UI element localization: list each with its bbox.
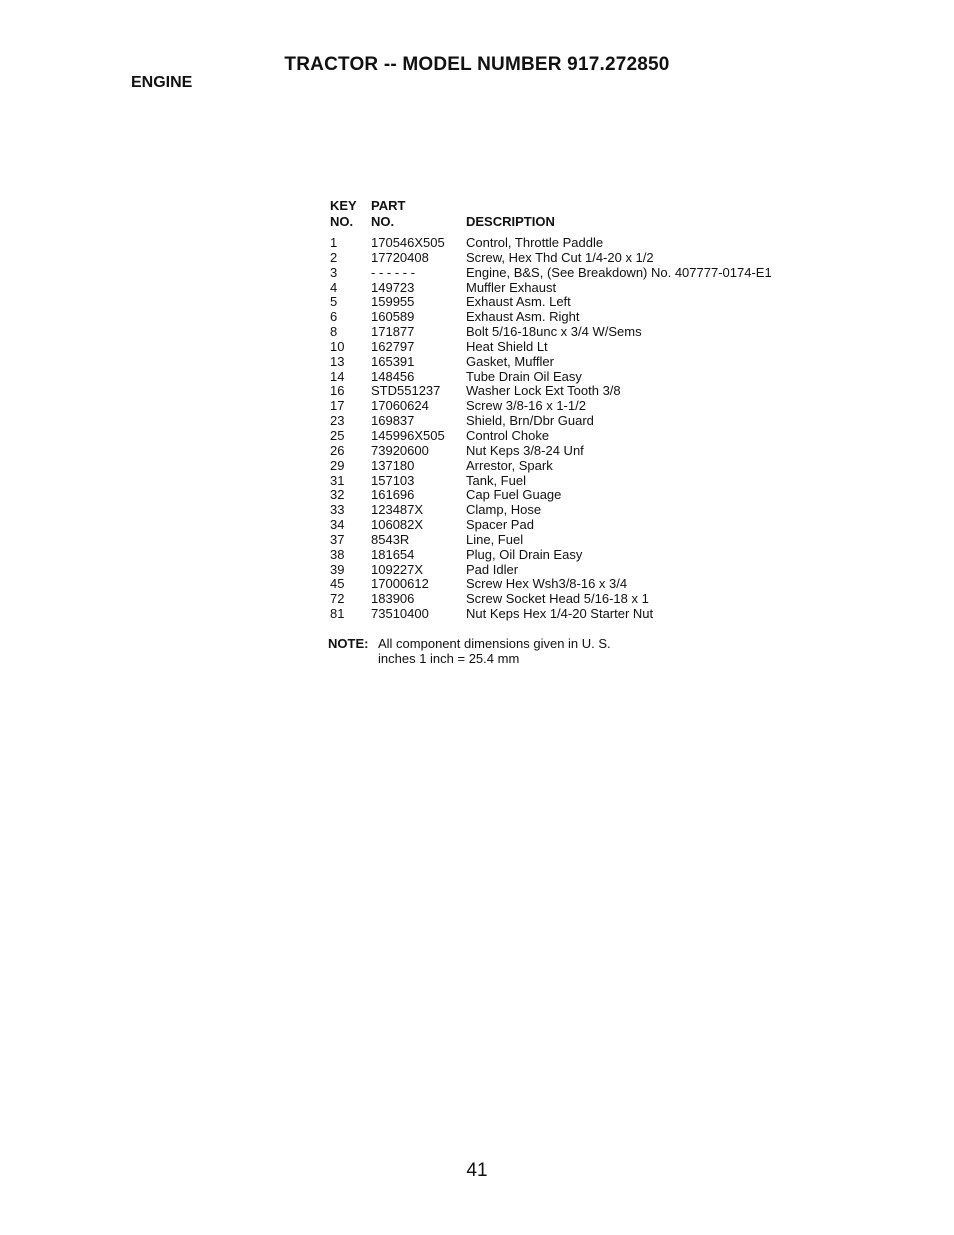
description-cell: Heat Shield Lt bbox=[466, 338, 548, 354]
description-cell: Control Choke bbox=[466, 427, 550, 443]
table-row bbox=[330, 325, 806, 340]
key-no-cell: 45 bbox=[330, 576, 345, 592]
description-cell: Shield, Brn/Dbr Guard bbox=[466, 413, 594, 429]
key-no-cell: 25 bbox=[330, 427, 345, 443]
table-row bbox=[330, 503, 806, 518]
section-title: ENGINE bbox=[131, 74, 193, 91]
description-cell: Exhaust Asm. Left bbox=[466, 294, 571, 310]
table-row bbox=[330, 444, 806, 459]
key-no-cell: 72 bbox=[330, 591, 345, 607]
description-cell: Bolt 5/16-18unc x 3/4 W/Sems bbox=[466, 324, 642, 340]
key-no-cell: 8 bbox=[330, 324, 338, 340]
header-desc-spacer bbox=[466, 198, 806, 214]
part-no-cell: 181654 bbox=[371, 546, 415, 562]
key-no-cell: 10 bbox=[330, 338, 345, 354]
part-no-cell: 171877 bbox=[371, 324, 415, 340]
table-row bbox=[330, 548, 806, 563]
key-no-cell: 32 bbox=[330, 487, 345, 503]
part-no-cell: 17060624 bbox=[371, 398, 429, 414]
table-row bbox=[330, 236, 806, 251]
part-no-cell: 159955 bbox=[371, 294, 415, 310]
part-no-cell: 162797 bbox=[371, 338, 415, 354]
part-no-cell: 183906 bbox=[371, 591, 415, 607]
page-title: TRACTOR -- MODEL NUMBER 917.272850 bbox=[284, 54, 670, 75]
key-no-cell: 14 bbox=[330, 368, 345, 384]
description-cell: Arrestor, Spark bbox=[466, 457, 553, 473]
description-cell: Tube Drain Oil Easy bbox=[466, 368, 582, 384]
key-no-cell: 39 bbox=[330, 561, 345, 577]
part-no-cell: STD551237 bbox=[371, 383, 441, 399]
header-part-line1: PART bbox=[371, 198, 406, 213]
part-no-cell: 123487X bbox=[371, 502, 424, 518]
key-no-cell: 31 bbox=[330, 472, 345, 488]
note-line1-row bbox=[328, 636, 611, 651]
part-no-cell: 160589 bbox=[371, 309, 415, 325]
description-cell: Muffler Exhaust bbox=[466, 279, 557, 295]
table-row bbox=[330, 355, 806, 370]
table-row bbox=[330, 384, 806, 399]
note-line2: inches 1 inch = 25.4 mm bbox=[378, 651, 520, 666]
table-row bbox=[330, 592, 806, 607]
table-row bbox=[330, 563, 806, 578]
description-cell: Screw Hex Wsh3/8-16 x 3/4 bbox=[466, 576, 628, 592]
table-row bbox=[330, 577, 806, 592]
description-cell: Screw Socket Head 5/16-18 x 1 bbox=[466, 591, 649, 607]
key-no-cell: 38 bbox=[330, 546, 345, 562]
description-cell: Washer Lock Ext Tooth 3/8 bbox=[466, 383, 621, 399]
part-no-cell: 148456 bbox=[371, 368, 415, 384]
description-cell: Engine, B&S, (See Breakdown) No. 407777-0174-E1 bbox=[466, 264, 772, 280]
table-row bbox=[330, 399, 806, 414]
key-no-cell: 13 bbox=[330, 353, 345, 369]
note-label: NOTE: bbox=[328, 636, 369, 651]
key-no-cell: 23 bbox=[330, 413, 345, 429]
part-no-cell: 106082X bbox=[371, 517, 424, 533]
key-no-cell: 17 bbox=[330, 398, 345, 414]
table-row bbox=[330, 429, 806, 444]
parts-table-header bbox=[330, 198, 806, 236]
description-cell: Line, Fuel bbox=[466, 531, 524, 547]
table-row bbox=[330, 310, 806, 325]
table-row bbox=[330, 518, 806, 533]
part-no-cell: 8543R bbox=[371, 531, 410, 547]
parts-table-body bbox=[330, 236, 806, 622]
key-no-cell: 1 bbox=[330, 235, 338, 250]
header-part-line2: NO. bbox=[371, 214, 395, 229]
header-key-line2: NO. bbox=[330, 214, 354, 229]
part-no-cell: 17000612 bbox=[371, 576, 429, 592]
table-row bbox=[330, 459, 806, 474]
note-line1: All component dimensions given in U. S. bbox=[378, 636, 611, 651]
description-cell: Nut Keps Hex 1/4-20 Starter Nut bbox=[466, 606, 654, 622]
key-no-cell: 2 bbox=[330, 249, 338, 265]
part-no-cell: 73510400 bbox=[371, 606, 429, 622]
description-cell: Gasket, Muffler bbox=[466, 353, 554, 369]
key-no-cell: 37 bbox=[330, 531, 345, 547]
part-no-cell: 149723 bbox=[371, 279, 415, 295]
note bbox=[328, 636, 611, 666]
description-cell: Clamp, Hose bbox=[466, 502, 542, 518]
key-no-cell: 4 bbox=[330, 279, 338, 295]
description-cell: Pad Idler bbox=[466, 561, 519, 577]
part-no-cell: 109227X bbox=[371, 561, 424, 577]
page-number: 41 bbox=[466, 1160, 488, 1181]
part-no-cell: 169837 bbox=[371, 413, 415, 429]
part-no-cell: 165391 bbox=[371, 353, 415, 369]
header-row-1 bbox=[330, 198, 806, 214]
key-no-cell: 29 bbox=[330, 457, 345, 473]
part-no-cell: 137180 bbox=[371, 457, 415, 473]
table-row bbox=[330, 488, 806, 503]
table-row bbox=[330, 281, 806, 296]
part-no-cell: 157103 bbox=[371, 472, 415, 488]
key-no-cell: 26 bbox=[330, 442, 345, 458]
part-no-cell: 161696 bbox=[371, 487, 415, 503]
key-no-cell: 3 bbox=[330, 264, 338, 280]
description-cell: Nut Keps 3/8-24 Unf bbox=[466, 442, 584, 458]
table-row bbox=[330, 414, 806, 429]
key-no-cell: 34 bbox=[330, 517, 345, 533]
key-no-cell: 81 bbox=[330, 606, 345, 622]
key-no-cell: 5 bbox=[330, 294, 338, 310]
part-no-cell: - - - - - - bbox=[371, 264, 416, 280]
header-row-2 bbox=[330, 214, 806, 230]
table-row bbox=[330, 266, 806, 281]
description-cell: Control, Throttle Paddle bbox=[466, 235, 604, 250]
part-no-cell: 145996X505 bbox=[371, 427, 445, 443]
table-row bbox=[330, 251, 806, 266]
key-no-cell: 33 bbox=[330, 502, 345, 518]
table-row bbox=[330, 295, 806, 310]
part-no-cell: 73920600 bbox=[371, 442, 429, 458]
key-no-cell: 16 bbox=[330, 383, 345, 399]
description-cell: Spacer Pad bbox=[466, 517, 534, 533]
description-cell: Exhaust Asm. Right bbox=[466, 309, 580, 325]
table-row bbox=[330, 533, 806, 548]
description-cell: Cap Fuel Guage bbox=[466, 487, 562, 503]
description-cell: Plug, Oil Drain Easy bbox=[466, 546, 583, 562]
header-description: DESCRIPTION bbox=[466, 214, 555, 229]
description-cell: Screw, Hex Thd Cut 1/4-20 x 1/2 bbox=[466, 249, 654, 265]
description-cell: Tank, Fuel bbox=[466, 472, 526, 488]
table-row bbox=[330, 340, 806, 355]
parts-table bbox=[330, 198, 806, 622]
part-no-cell: 17720408 bbox=[371, 249, 429, 265]
table-row bbox=[330, 370, 806, 385]
part-no-cell: 170546X505 bbox=[371, 235, 445, 250]
table-row bbox=[330, 607, 806, 622]
header-key-line1: KEY bbox=[330, 198, 357, 213]
key-no-cell: 6 bbox=[330, 309, 338, 325]
table-row bbox=[330, 474, 806, 489]
description-cell: Screw 3/8-16 x 1-1/2 bbox=[466, 398, 586, 414]
